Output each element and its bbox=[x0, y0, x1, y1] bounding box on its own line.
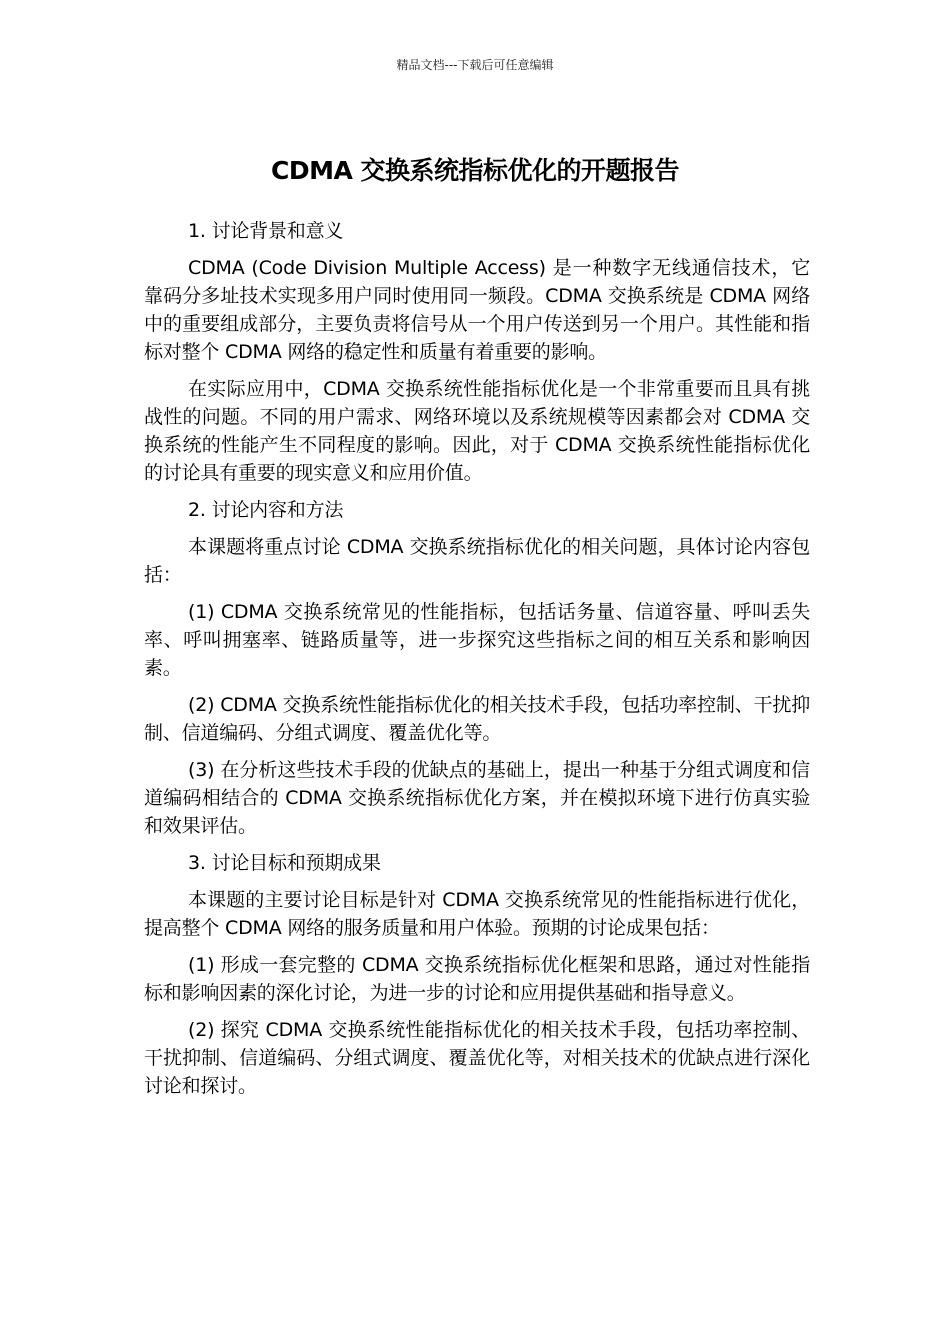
list-item: (1) 形成一套完整的 CDMA 交换系统指标优化框架和思路，通过对性能指标和影响因素的深化讨论，为进一步的讨论和应用提供基础和指导意义。 bbox=[144, 954, 810, 1004]
paragraph: 本课题将重点讨论 CDMA 交换系统指标优化的相关问题，具体讨论内容包括： bbox=[144, 536, 810, 586]
paragraph: 在实际应用中，CDMA 交换系统性能指标优化是一个非常重要而且具有挑战性的问题。不同的用户需求、网络环境以及系统规模等因素都会对 CDMA 交换系统的性能产生不同程度的影响。因此，对于 CDMA 交换系统性能指标优化的讨论具有重要的现实意义和应用价值。 bbox=[144, 378, 810, 484]
page-header: 精品文档---下载后可任意编辑 bbox=[396, 58, 554, 72]
paragraph: 本课题的主要讨论目标是针对 CDMA 交换系统常见的性能指标进行优化，提高整个 CDMA 网络的服务质量和用户体验。预期的讨论成果包括： bbox=[144, 889, 810, 939]
list-item: (2) CDMA 交换系统性能指标优化的相关技术手段，包括功率控制、干扰抑制、信道编码、分组式调度、覆盖优化等。 bbox=[144, 694, 810, 744]
section-heading-goals: 3. 讨论目标和预期成果 bbox=[188, 852, 381, 874]
list-item: (1) CDMA 交换系统常见的性能指标，包括话务量、信道容量、呼叫丢失率、呼叫拥塞率、链路质量等，进一步探究这些指标之间的相互关系和影响因素。 bbox=[144, 601, 810, 679]
paragraph: CDMA (Code Division Multiple Access) 是一种数字无线通信技术，它靠码分多址技术实现多用户同时使用同一频段。CDMA 交换系统是 CDMA 网络中的重要组成部分，主要负责将信号从一个用户传送到另一个用户。其性能和指标对整个 CDMA 网络的稳定性和质量有着重要的影响。 bbox=[144, 257, 810, 363]
section-heading-content-methods: 2. 讨论内容和方法 bbox=[188, 499, 344, 521]
section-heading-background: 1. 讨论背景和意义 bbox=[188, 220, 344, 242]
document-title: CDMA 交换系统指标优化的开题报告 bbox=[270, 155, 680, 185]
document-body bbox=[144, 217, 810, 1109]
list-item: (2) 探究 CDMA 交换系统性能指标优化的相关技术手段，包括功率控制、干扰抑制、信道编码、分组式调度、覆盖优化等，对相关技术的优缺点进行深化讨论和探讨。 bbox=[144, 1019, 810, 1097]
list-item: (3) 在分析这些技术手段的优缺点的基础上，提出一种基于分组式调度和信道编码相结合的 CDMA 交换系统指标优化方案，并在模拟环境下进行仿真实验和效果评估。 bbox=[144, 759, 810, 837]
